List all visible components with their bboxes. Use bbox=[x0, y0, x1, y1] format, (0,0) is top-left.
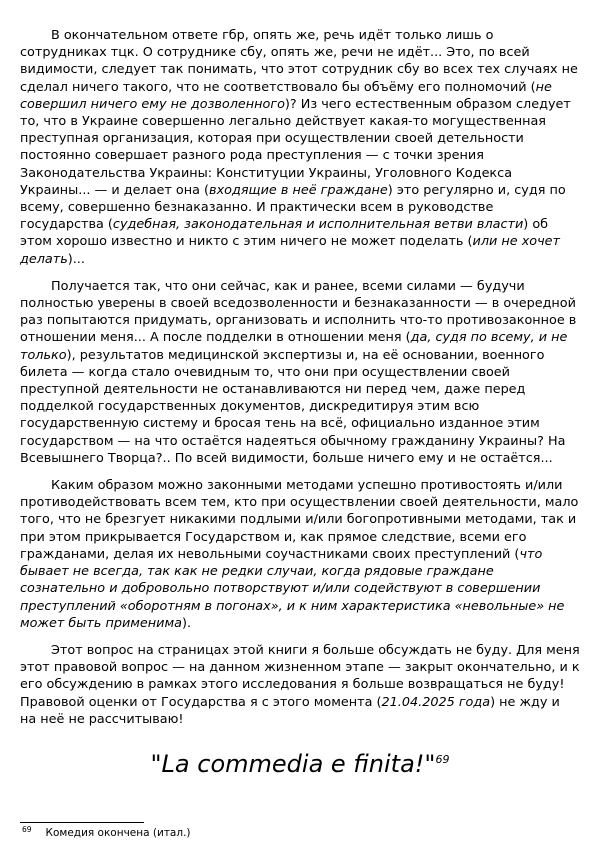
closing-quote bbox=[20, 750, 580, 778]
footnote-line bbox=[20, 824, 580, 840]
footnote-section bbox=[20, 822, 580, 840]
text-run: ) это регулярно и, судя по всему, совершенно безнаказанно. И практически всем в руководстве государства ( bbox=[20, 182, 566, 233]
text-run: В окончательном ответе гбр, опять же, речь идёт только лишь о сотрудниках тцк. О сотруднике сбу, опять же, речи не идёт... Это, по всей видимости, следует так понимать, что этот сотрудник сбу во всех тех случаях не сделал ничего такого, что не соответствовало бы объёму его полномочий ( bbox=[20, 28, 578, 95]
closing-quote-text: "La commedia e finita!" bbox=[150, 749, 436, 778]
paragraph-3 bbox=[20, 477, 580, 632]
footnote-text: Комедия окончена (итал.) bbox=[45, 827, 191, 839]
italic-run: или не хочет делать bbox=[20, 234, 560, 267]
paragraph-4 bbox=[20, 642, 580, 728]
text-run: )? Из чего естественным образом следует то, что в Украине совершенно легально действует какая-то могущественная преступная организация, которая при осуществлении своей детельности постоянно совершает разного рода преступления — с точки зрения Законодательства Украины: Конституции Украины, Уголовного Кодекса Украины... — и делает она ( bbox=[20, 96, 571, 198]
paragraph-1 bbox=[20, 27, 580, 268]
italic-run: входящие в неё граждане bbox=[209, 182, 388, 198]
text-run: Этот вопрос на страницах этой книги я больше обсуждать не буду. Для меня этот правовой вопрос — на данном жизненном этапе — закрыт окончательно, и к его обсуждению в рамках этого исследования я больше возвращаться не буду! Правовой оценки от Государства я с этого момента ( bbox=[20, 642, 580, 710]
italic-run: 21.04.2025 года bbox=[381, 694, 491, 710]
italic-run: не совершил ничего ему не дозволенного bbox=[20, 79, 552, 112]
text-run: ). bbox=[181, 615, 192, 631]
document-body bbox=[20, 27, 580, 738]
italic-run: судебная, законодательная и исполнительная ветви власти bbox=[112, 217, 524, 233]
footnote-reference: 69 bbox=[435, 752, 450, 766]
text-run: )... bbox=[67, 251, 85, 267]
footnote-marker: 69 bbox=[22, 824, 32, 834]
text-run: Получается так, что они сейчас, как и ранее, всеми силами — будучи полностью уверены в своей вседозволенности и безнаказанности — в очередной раз попытаются придумать, организовать и исполнить что-то противозаконное в отношении меня... А после подделки в отношении меня ( bbox=[20, 278, 577, 346]
italic-run: что бывает не всегда, так как не редки случаи, когда рядовые граждане сознательно и добровольно потворствуют и/или содействуют в совершении преступлений «оборотням в погонах», и к ним характеристика «невольные» не может быть применима bbox=[20, 546, 565, 631]
italic-run: да, судя по всему, и не только bbox=[20, 330, 568, 363]
paragraph-2 bbox=[20, 278, 580, 467]
footnote-divider bbox=[20, 822, 144, 823]
text-run: Каким образом можно законными методами успешно противостоять и/или противодействовать всем тем, кто при осуществлении своей деятельности, мало того, что не брезгует никакими подлыми и/или богопротивными методами, так и при этом прикрывается Государством и, как прямое следствие, всеми его гражданами, делая их невольными соучастниками своих преступлений ( bbox=[20, 478, 579, 562]
text-run: ) об этом хорошо известно и никто с этим ничего не может поделать ( bbox=[20, 217, 549, 250]
text-run: ), результатов медицинской экспертизы и, на её основании, военного билета — когда стало очевидным то, что они при осуществлении своей преступной деятельности не останавливаются ни перед чем, даже перед подделкой государственных документов, дискредитируя этим всю государственную систему и бросая тень на всё, официально изданное этим государством — на что остаётся надеяться обычному гражданину Украины? На Всевышнего Творца?.. По всей видимости, больше ничего ему и не остаётся... bbox=[20, 347, 566, 466]
text-run: ) не жду и на неё не рассчитываю! bbox=[20, 694, 560, 727]
